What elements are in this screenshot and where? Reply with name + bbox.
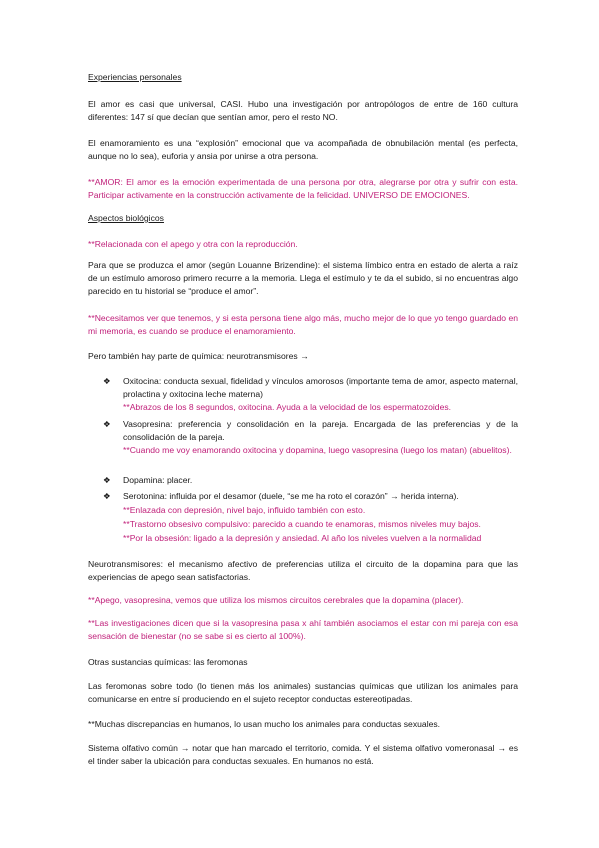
paragraph-feromonas-title: Otras sustancias químicas: las feromonas	[88, 657, 248, 667]
bullet-icon: ❖	[103, 376, 111, 386]
note-serotonina-1: **Enlazada con depresión, nivel bajo, influido también con esto.	[123, 505, 366, 515]
paragraph-universal: El amor es casi que universal, CASI. Hubo una investigación por antropólogos de entre de 160 cultura diferentes: 147 sí que decían que sentían amor, pero el resto NO.	[88, 99, 518, 122]
bullet-icon: ❖	[103, 491, 111, 501]
paragraph-feromonas: Las feromonas sobre todo (lo tienen más los animales) sustancias químicas que utilizan los animales para comunicarse en entre sí produciendo en el sujeto receptor conductas estereotipadas.	[88, 681, 518, 704]
heading-experiencias: Experiencias personales	[88, 72, 182, 82]
bullet-dopamina: Dopamina: placer.	[123, 475, 193, 485]
note-apego: **Relacionada con el apego y otra con la reproducción.	[88, 239, 298, 249]
bullet-vasopresina: Vasopresina: preferencia y consolidación en la pareja. Encargada de las preferencias y de la consolidación de la pareja.	[123, 419, 518, 442]
note-oxitocina: **Abrazos de los 8 segundos, oxitocina. Ayuda a la velocidad de los espermatozoides.	[123, 402, 452, 412]
note-investigaciones: **Las investigaciones dicen que si la vasopresina pasa x ahí también asociamos el estar con mi pareja con esa sensación de bienestar (no se sabe si es cierto al 100%).	[88, 618, 518, 641]
note-memoria: **Necesitamos ver que tenemos, y si esta persona tiene algo más, mucho mejor de lo que yo tengo guardado en mi memoria, es cuando se produce el enamoramiento.	[88, 313, 518, 336]
paragraph-enamoramiento: El enamoramiento es una “explosión” emocional que va acompañada de obnubilación mental (es perfecta, aunque no lo sea), euforia y ansia por unirse a otra persona.	[88, 138, 518, 161]
note-serotonina-3: **Por la obsesión: ligado a la depresión y ansiedad. Al año los niveles vuelven a la normalidad	[123, 533, 482, 543]
bullet-oxitocina: Oxitocina: conducta sexual, fidelidad y vínculos amorosos (importante tema de amor, aspecto maternal, prolactina y oxitocina leche materna)	[123, 376, 518, 399]
paragraph-neurotransmisores: Neurotransmisores: el mecanismo afectivo de preferencias utiliza el circuito de la dopamina para que las experiencias de apego sean satisfactorias.	[88, 559, 518, 582]
note-vasopresina: **Cuando me voy enamorando oxitocina y dopamina, luego vasopresina (luego los matan) (abuelitos).	[123, 445, 512, 455]
bullet-serotonina: Serotonina: influida por el desamor (duele, “se me ha roto el corazón” → herida interna).	[123, 491, 459, 501]
bullet-icon: ❖	[103, 475, 111, 485]
paragraph-brizendine: Para que se produzca el amor (según Louanne Brizendine): el sistema límbico entra en estado de alerta a raíz de un estímulo amoroso primero recurre a la memoria. Llega el estímulo y te da el subido, si no encuentras algo parecido en tu historial se “produce el amor”.	[88, 260, 518, 296]
paragraph-olfativo: Sistema olfativo común → notar que han marcado el territorio, comida. Y el sistema olfativo vomeronasal → es el tinder saber la ubicación para conductas sexuales. En humanos no está.	[88, 743, 518, 766]
note-amor: **AMOR: El amor es la emoción experimentada de una persona por otra, alegrarse por otra y sufrir con esta. Participar activamente en la construcción activamente de la felicidad. UNIVERSO DE EMOCIONES.	[88, 177, 518, 200]
note-apego-vasopresina: **Apego, vasopresina, vemos que utiliza los mismos circuitos cerebrales que la dopamina (placer).	[88, 595, 464, 605]
note-serotonina-2: **Trastorno obsesivo compulsivo: parecido a cuando te enamoras, mismos niveles muy bajos.	[123, 519, 481, 529]
paragraph-discrepancias: **Muchas discrepancias en humanos, lo usan mucho los animales para conductas sexuales.	[88, 719, 441, 729]
heading-biologicos: Aspectos biológicos	[88, 213, 164, 223]
bullet-icon: ❖	[103, 419, 111, 429]
paragraph-quimica: Pero también hay parte de química: neurotransmisores →	[88, 351, 309, 361]
